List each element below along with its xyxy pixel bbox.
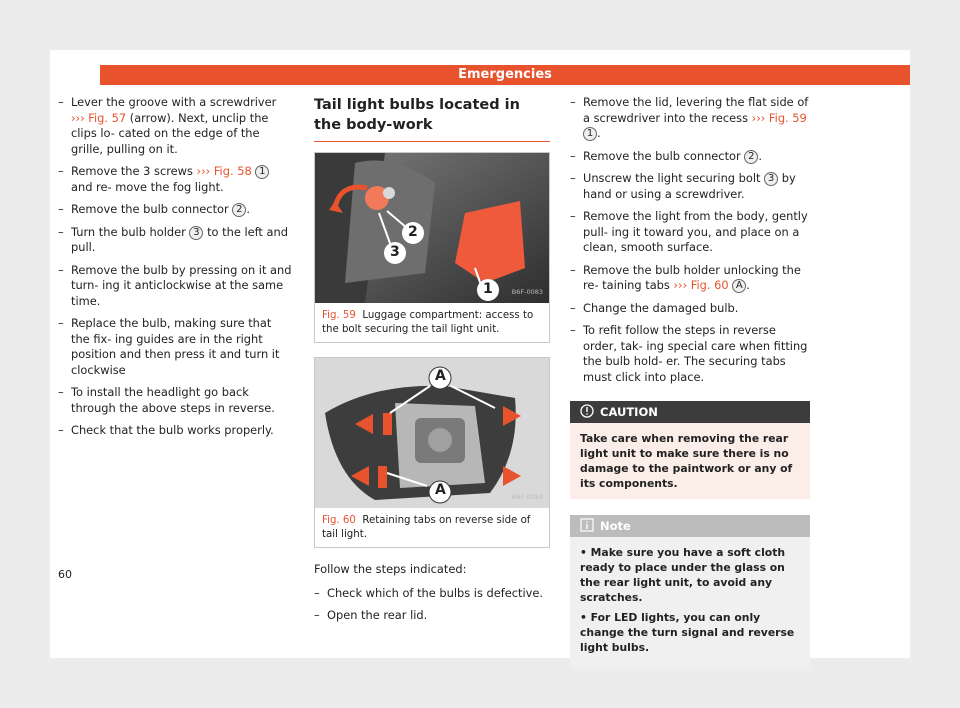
step-item: – Unscrew the light securing bolt 3 by hand or using a screwdriver. — [570, 171, 796, 201]
caution-header: CAUTION — [570, 401, 810, 423]
image-code: B6F-0083 — [511, 287, 543, 296]
callout-number: 3 — [764, 172, 778, 186]
figure-59-image — [315, 153, 549, 303]
step-item: – Remove the lid, levering the flat side of a screwdriver into the recess ››› Fig. 59 1 . — [570, 95, 809, 140]
figure-link[interactable]: ››› Fig. 59 — [751, 110, 807, 125]
step-item: – Open the rear lid. — [314, 608, 428, 622]
info-icon — [580, 518, 594, 532]
callout-number: 1 — [583, 127, 597, 141]
step-item: – Remove the bulb connector 2 . — [570, 148, 762, 163]
callout-label: A — [435, 482, 446, 498]
callout-number: 2 — [744, 150, 758, 164]
figure-59 — [314, 152, 550, 343]
page-number: 60 — [58, 568, 72, 581]
figure-caption: Fig. 59 Luggage compartment: access to the bolt securing the tail light unit. — [322, 310, 534, 335]
figure-link[interactable]: ››› Fig. 57 — [71, 110, 127, 125]
image-code: B6F-0084 — [511, 492, 543, 501]
note-body — [570, 537, 810, 668]
figure-60-image — [315, 358, 549, 508]
note-item: • Make sure you have a soft cloth ready to place under the glass on the rear light unit, to avoid any scratches. — [580, 546, 786, 604]
column-3 — [570, 95, 810, 668]
warning-icon — [580, 404, 594, 418]
step-item: – To refit follow the steps in reverse order, tak- ing special care when fitting the bulb hold- er. The securing tabs must click into place. — [570, 323, 808, 384]
column-2 — [314, 95, 550, 631]
chapter-header: Emergencies — [100, 65, 910, 85]
figure-link[interactable]: ››› Fig. 60 — [673, 278, 729, 292]
note-header: Note — [570, 515, 810, 537]
note-item: • For LED lights, you can only change the turn signal and reverse light bulbs. — [580, 611, 795, 654]
callout-number: 1 — [255, 165, 269, 179]
luggage-compartment-illustration — [315, 153, 549, 303]
step-item: – Turn the bulb holder 3 to the left and pull. — [58, 224, 288, 254]
callout-number: A — [732, 279, 746, 293]
step-item: – Remove the bulb connector 2 . — [58, 202, 250, 216]
callout-number: 3 — [189, 226, 203, 240]
callout-label: 1 — [483, 281, 493, 297]
callout-number: 2 — [232, 203, 246, 217]
tail-light-reverse-illustration — [315, 358, 549, 508]
step-item: – Change the damaged bulb. — [570, 300, 739, 315]
note-box — [570, 515, 810, 668]
caution-box — [570, 401, 810, 499]
caution-text: Take care when removing the rear light unit to make sure there is no damage to the paintwork or any of its components. — [580, 432, 793, 490]
callout-label: A — [435, 368, 446, 384]
callout-label: 3 — [390, 244, 400, 260]
step-item: – Check which of the bulbs is defective. — [314, 585, 544, 600]
section-title: Tail light bulbs located in the body-work — [314, 95, 550, 142]
figure-link[interactable]: ››› Fig. 58 — [196, 164, 252, 178]
step-item: – Replace the bulb, making sure that the fix- ing guides are in the right position and then press it and turn it clockwise — [58, 316, 280, 377]
figure-caption: Fig. 60 Retaining tabs on reverse side of tail light. — [322, 515, 531, 540]
column-1 — [58, 95, 292, 446]
step-item: – To install the headlight go back through the above steps in reverse. — [58, 385, 275, 415]
step-item: – Lever the groove with a screwdriver ››› Fig. 57 (arrow). Next, unclip the clips lo- cated on the edge of the grille, pulling on it. — [58, 95, 277, 156]
step-item: – Remove the bulb holder unlocking the re- taining tabs ››› Fig. 60 A . — [570, 262, 801, 292]
callout-label: 2 — [408, 224, 418, 240]
step-item: – Remove the 3 screws ››› Fig. 58 1 and re- move the fog light. — [58, 164, 292, 195]
step-item: – Remove the bulb by pressing on it and turn- ing it anticlockwise at the same time. — [58, 262, 292, 308]
figure-60 — [314, 357, 550, 548]
intro-text: Follow the steps indicated: — [314, 562, 467, 576]
step-item: – Remove the light from the body, gently pull- ing it toward you, and place on a clean, smooth surface. — [570, 209, 808, 254]
step-item: – Check that the bulb works properly. — [58, 423, 274, 437]
